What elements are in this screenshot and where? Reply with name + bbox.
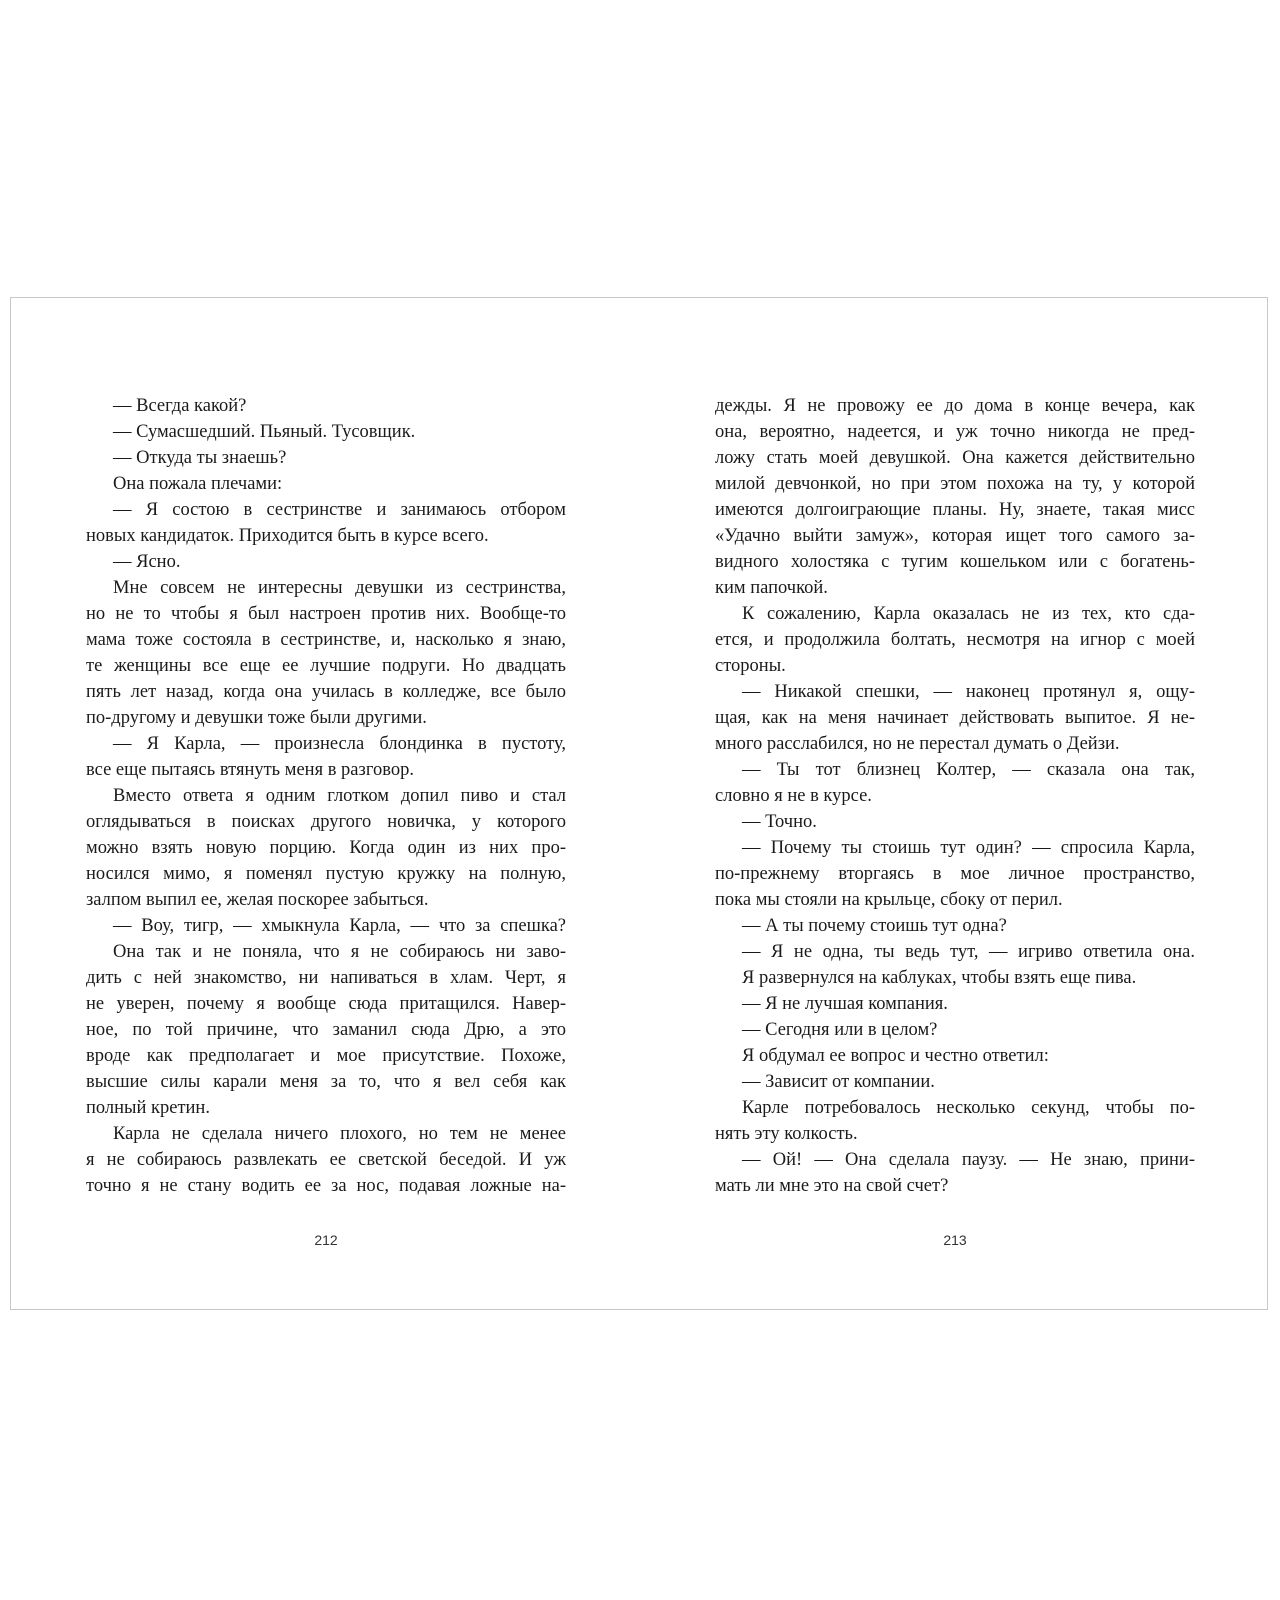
text-line: — Всегда какой? bbox=[113, 396, 247, 416]
text-line: щая, как на меня начинает действовать выпитое. Я не- bbox=[715, 708, 1195, 728]
text-line: новых кандидаток. Приходится быть в курсе всего. bbox=[86, 526, 489, 546]
text-line: Я обдумал ее вопрос и честно ответил: bbox=[742, 1046, 1049, 1066]
left-page-text bbox=[86, 393, 566, 1199]
text-line: — Я Карла, — произнесла блондинка в пустоту, bbox=[113, 734, 566, 754]
text-line: — Зависит от компании. bbox=[742, 1072, 935, 1092]
text-line: нять эту колкость. bbox=[715, 1124, 858, 1144]
text-line: — А ты почему стоишь тут одна? bbox=[742, 916, 1007, 936]
text-line: — Ты тот близнец Колтер, — сказала она так, bbox=[742, 760, 1195, 780]
right-page-number: 213 bbox=[943, 1232, 967, 1248]
text-line: Карла не сделала ничего плохого, но тем не менее bbox=[113, 1124, 566, 1144]
right-page-text bbox=[715, 393, 1195, 1199]
text-line: — Никакой спешки, — наконец протянул я, ощу- bbox=[742, 682, 1195, 702]
text-line: все еще пытаясь втянуть меня в разговор. bbox=[86, 760, 414, 780]
text-line: она, вероятно, надеется, и уж точно никогда не пред- bbox=[715, 422, 1195, 442]
text-line: — Точно. bbox=[742, 812, 817, 832]
text-line: ется, и продолжила болтать, несмотря на игнор с моей bbox=[715, 630, 1195, 650]
text-line: вроде как предполагает и мое присутствие. Похоже, bbox=[86, 1046, 566, 1066]
text-line: ложу стать моей девушкой. Она кажется действительно bbox=[715, 448, 1195, 468]
text-line: дить с ней знакомство, ни напиваться в хлам. Черт, я bbox=[86, 968, 566, 988]
text-line: — Откуда ты знаешь? bbox=[113, 448, 287, 468]
text-line: видного холостяка с тугим кошельком или с богатень- bbox=[715, 552, 1195, 572]
text-line: — Сегодня или в целом? bbox=[742, 1020, 938, 1040]
text-line: мать ли мне это на свой счет? bbox=[715, 1176, 949, 1196]
text-line: но не то чтобы я был настроен против них. Вообще-то bbox=[86, 604, 566, 624]
text-line: «Удачно выйти замуж», которая ищет того самого за- bbox=[715, 526, 1195, 546]
text-line: не уверен, почему я вообще сюда притащился. Навер- bbox=[86, 994, 566, 1014]
text-line: — Воу, тигр, — хмыкнула Карла, — что за спешка? bbox=[113, 916, 566, 936]
text-line: — Ясно. bbox=[113, 552, 181, 572]
text-line: оглядываться в поисках другого новичка, у которого bbox=[86, 812, 566, 832]
text-line: можно взять новую порцию. Когда один из них про- bbox=[86, 838, 566, 858]
text-line: полный кретин. bbox=[86, 1098, 210, 1118]
text-line: Карле потребовалось несколько секунд, чтобы по- bbox=[742, 1098, 1195, 1118]
text-line: милой девчонкой, но при этом похожа на ту, у которой bbox=[715, 474, 1195, 494]
text-line: пока мы стояли на крыльце, сбоку от перил. bbox=[715, 890, 1063, 910]
text-line: — Ой! — Она сделала паузу. — Не знаю, прини- bbox=[742, 1150, 1195, 1170]
text-line: носился мимо, я поменял пустую кружку на полную, bbox=[86, 864, 566, 884]
text-line: — Я состою в сестринстве и занимаюсь отбором bbox=[113, 500, 566, 520]
text-line: стороны. bbox=[715, 656, 786, 676]
text-line: ким папочкой. bbox=[715, 578, 828, 598]
text-line: — Почему ты стоишь тут один? — спросила Карла, bbox=[742, 838, 1195, 858]
left-page-number: 212 bbox=[314, 1232, 338, 1248]
text-line: словно я не в курсе. bbox=[715, 786, 872, 806]
text-line: Вместо ответа я одним глотком допил пиво и стал bbox=[113, 786, 566, 806]
text-line: — Сумасшедший. Пьяный. Тусовщик. bbox=[113, 422, 416, 442]
text-line: мама тоже состояла в сестринстве, и, насколько я знаю, bbox=[86, 630, 566, 650]
text-line: я не собираюсь развлекать ее светской беседой. И уж bbox=[86, 1150, 566, 1170]
text-line: те женщины все еще ее лучшие подруги. Но двадцать bbox=[86, 656, 566, 676]
text-line: ное, по той причине, что заманил сюда Дрю, а это bbox=[86, 1020, 566, 1040]
text-line: — Я не лучшая компания. bbox=[742, 994, 948, 1014]
text-line: — Я не одна, ты ведь тут, — игриво ответила она. bbox=[742, 942, 1195, 962]
text-line: Она так и не поняла, что я не собираюсь ни заво- bbox=[113, 942, 566, 962]
text-line: пять лет назад, когда она училась в колледже, все было bbox=[86, 682, 566, 702]
text-line: К сожалению, Карла оказалась не из тех, кто сда- bbox=[742, 604, 1195, 624]
text-line: имеются долгоиграющие планы. Ну, знаете, такая мисс bbox=[715, 500, 1195, 520]
text-line: Я развернулся на каблуках, чтобы взять еще пива. bbox=[742, 968, 1137, 988]
book-spread bbox=[10, 297, 1268, 1310]
text-line: Она пожала плечами: bbox=[113, 474, 283, 494]
text-line: высшие силы карали меня за то, что я вел себя как bbox=[86, 1072, 566, 1092]
text-line: залпом выпил ее, желая поскорее забыться. bbox=[86, 890, 429, 910]
text-line: по-другому и девушки тоже были другими. bbox=[86, 708, 427, 728]
text-line: много расслабился, но не перестал думать о Дейзи. bbox=[715, 734, 1120, 754]
text-line: точно я не стану водить ее за нос, подавая ложные на- bbox=[86, 1176, 566, 1196]
text-line: дежды. Я не провожу ее до дома в конце вечера, как bbox=[715, 396, 1195, 416]
text-line: по-прежнему вторгаясь в мое личное пространство, bbox=[715, 864, 1195, 884]
text-line: Мне совсем не интересны девушки из сестринства, bbox=[113, 578, 566, 598]
